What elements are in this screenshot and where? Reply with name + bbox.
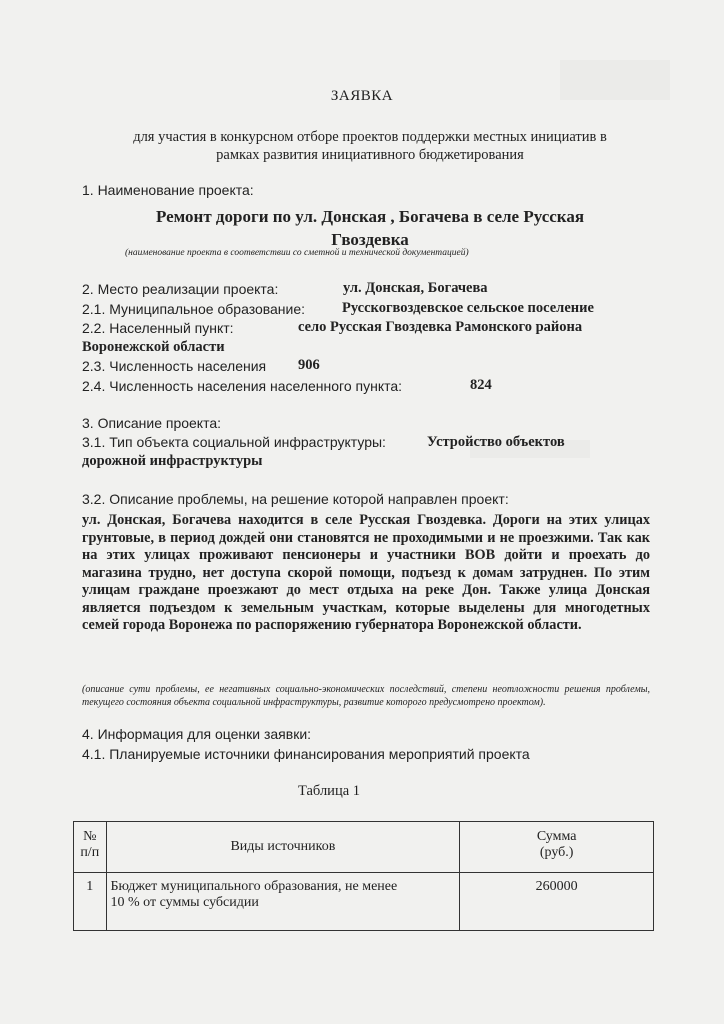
settlement-population-value: 824: [470, 377, 492, 393]
settlement-label: 2.2. Населенный пункт:: [82, 320, 234, 336]
object-type-value-1: Устройство объектов: [427, 434, 565, 450]
place-value: ул. Донская, Богачева: [343, 280, 488, 296]
settlement-population-label: 2.4. Численность населения населенного пункта:: [82, 378, 403, 394]
section3-label: 3. Описание проекта:: [82, 415, 222, 431]
document-subtitle-line2: рамках развития инициативного бюджетирования: [216, 147, 524, 163]
table-caption: Таблица 1: [298, 783, 361, 799]
problem-text: ул. Донская, Богачева находится в селе Русская Гвоздевка. Дороги на этих улицах грунтовые, в период дождей они становятся не проходимыми и не проезжими. Так как на этих улицах проживают пенсионеры и участники ВОВ дойти и проехать до магазина трудно, нет доступа скорой помощи, подъезд к домам затруднен. По этим улицам граждане проезжают до мест отдыха на реке Дон. Также улица Донская является подъездом к земельным участкам, которые выделены для многодетных семей города Воронежа по распоряжению губернатора Воронежской области.: [82, 512, 650, 633]
problem-label: 3.2. Описание проблемы, на решение которой направлен проект:: [82, 491, 509, 507]
settlement-value-cont: Воронежской области: [82, 339, 225, 355]
col-sources-header-label: Виды источников: [230, 839, 336, 854]
row-sum: 260000: [460, 873, 654, 931]
financing-label: 4.1. Планируемые источники финансирования мероприятий проекта: [82, 746, 530, 762]
document-title: ЗАЯВКА: [330, 88, 394, 104]
table-row: [74, 873, 654, 931]
place-label: 2. Место реализации проекта:: [82, 281, 279, 297]
population-label: 2.3. Численность населения: [82, 358, 267, 374]
municipality-value: Русскогвоздевское сельское поселение: [342, 300, 594, 316]
table-header-row: [74, 822, 654, 873]
settlement-value: село Русская Гвоздевка Рамонского района: [298, 319, 583, 335]
project-name: [80, 205, 660, 251]
object-type-value-2: дорожной инфраструктуры: [82, 453, 263, 469]
col-sum-header-line2: (руб.): [539, 845, 574, 860]
col-sources-header: [106, 822, 460, 873]
col-number-header-line1: №: [83, 829, 97, 844]
row-source-line1: Бюджет муниципального образования, не менее: [110, 879, 398, 894]
project-name-hint: (наименование проекта в соответствии со сметной и технической документацией): [125, 248, 469, 258]
project-name-line1: Ремонт дороги по ул. Донская , Богачева в селе Русская: [155, 207, 585, 226]
document-subtitle-line1: для участия в конкурсном отборе проектов поддержки местных инициатив в: [133, 129, 607, 145]
col-number-header: [74, 822, 107, 873]
population-value: 906: [298, 357, 320, 373]
col-sum-header: [460, 822, 654, 873]
col-sum-header-line1: Сумма: [536, 829, 577, 844]
row-number: 1: [74, 873, 107, 931]
financing-table: [73, 821, 654, 931]
section1-label: 1. Наименование проекта:: [82, 182, 254, 198]
col-number-header-line2: п/п: [80, 845, 100, 860]
municipality-label: 2.1. Муниципальное образование:: [82, 301, 306, 317]
project-name-line2: Гвоздевка: [331, 230, 409, 249]
object-type-label: 3.1. Тип объекта социальной инфраструктуры:: [82, 434, 386, 450]
section4-label: 4. Информация для оценки заявки:: [82, 726, 312, 742]
problem-hint: (описание сути проблемы, ее негативных социально-экономических последствий, степени неотложности решения проблемы, текущего состояния объекта социальной инфраструктуры, развитие которого предусмотрено проектом).: [82, 684, 650, 708]
row-source: [106, 873, 460, 931]
row-source-line2: 10 % от суммы субсидии: [110, 895, 259, 910]
